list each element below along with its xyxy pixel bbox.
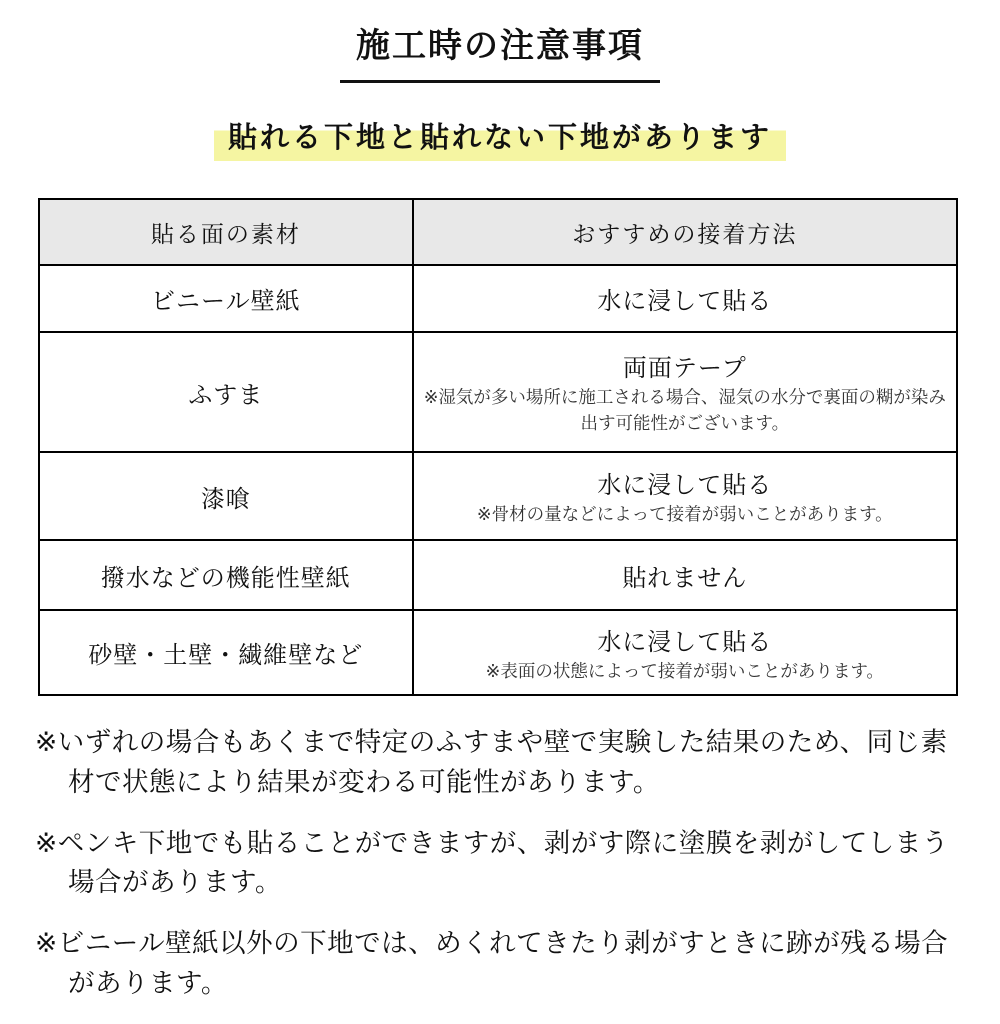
footnotes xyxy=(35,723,970,1004)
method-cell xyxy=(413,540,957,610)
subtitle-highlight: 貼れる下地と貼れない下地があります xyxy=(214,115,786,161)
method-cell xyxy=(413,452,957,540)
column-header-material: 貼る面の素材 xyxy=(39,199,413,265)
page xyxy=(0,24,1000,1024)
substrate-table xyxy=(38,198,958,696)
table-header-row xyxy=(39,199,957,265)
material-cell: ビニール壁紙 xyxy=(39,265,413,332)
material-cell: ふすま xyxy=(39,332,413,452)
subtitle-wrap xyxy=(0,115,1000,161)
material-cell: 漆喰 xyxy=(39,452,413,540)
column-header-method: おすすめの接着方法 xyxy=(413,199,957,265)
method-cell xyxy=(413,265,957,332)
method-note: ※湿気が多い場所に施工される場合、湿気の水分で裏面の糊が染み出す可能性がございます。 xyxy=(423,387,946,433)
method-cell xyxy=(413,332,957,452)
title-underline xyxy=(340,80,660,83)
method-label: 水に浸して貼る xyxy=(597,628,773,656)
footnote: ※ペンキ下地でも貼ることができますが、剥がす際に塗膜を剥がしてしまう場合があります。 xyxy=(35,827,949,898)
table-row xyxy=(39,265,957,332)
page-title: 施工時の注意事項 xyxy=(356,27,644,65)
method-cell xyxy=(413,610,957,695)
table-row xyxy=(39,332,957,452)
method-label: 水に浸して貼る xyxy=(597,288,773,316)
table-row xyxy=(39,540,957,610)
material-cell: 砂壁・土壁・繊維壁など xyxy=(39,610,413,695)
method-label: 貼れません xyxy=(622,564,748,592)
method-label: 水に浸して貼る xyxy=(597,472,773,499)
footnote: ※ビニール壁紙以外の下地では、めくれてきたり剥がすときに跡が残る場合があります。 xyxy=(35,928,949,998)
table-row xyxy=(39,452,957,540)
table-row xyxy=(39,610,957,695)
material-cell: 撥水などの機能性壁紙 xyxy=(39,540,413,610)
method-label: 両面テープ xyxy=(622,355,747,383)
method-note: ※表面の状態によって接着が弱いことがあります。 xyxy=(485,660,884,681)
table-body xyxy=(39,265,957,695)
footnote: ※いずれの場合もあくまで特定のふすまや壁で実験した結果のため、同じ素材で状態により結果が変わる可能性があります。 xyxy=(35,727,948,797)
method-note: ※骨材の量などによって接着が弱いことがあります。 xyxy=(476,504,893,524)
